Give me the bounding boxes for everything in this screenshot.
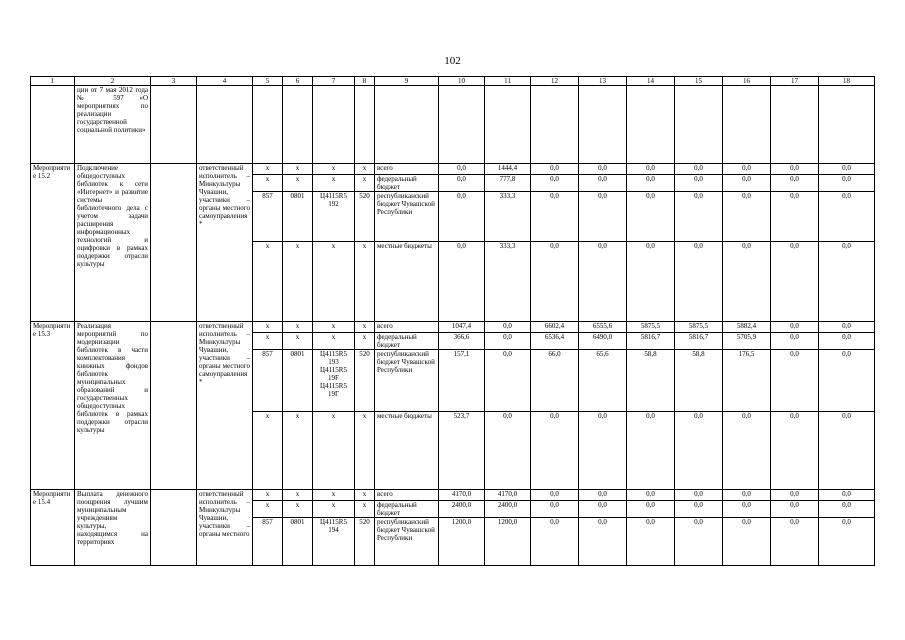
value-cell: 0,0 [439,192,485,242]
value-cell: 0,0 [723,164,771,175]
value-cell: 4170,0 [439,490,485,501]
value-cell: 333,3 [485,242,531,322]
funding-source: всего [375,322,439,333]
value-cell: 0,0 [819,333,875,350]
funding-source: федеральный бюджет [375,501,439,518]
value-cell: 0,0 [579,490,627,501]
value-cell: 0,0 [723,412,771,490]
value-cell: 0,0 [675,490,723,501]
code-cell: x [283,333,313,350]
measure-name: Реализация мероприятий по модернизации библиотек в части комплектования книжных фондов библиотек муниципальных образований и государственных общедоступных библиотек в рамках поддержки отрасли культуры [75,322,151,490]
code-cell: x [313,412,355,490]
column-number: 12 [531,77,579,86]
table-row [31,490,875,501]
code-cell: x [355,333,375,350]
value-cell: 0,0 [531,518,579,566]
measure-executor: ответственный исполнитель – Минкультуры Чувашии, участники – органы местного [197,490,253,566]
value-cell: 0,0 [531,175,579,192]
code-cell: x [253,322,283,333]
value-cell: 777,8 [485,175,531,192]
value-cell: 0,0 [531,192,579,242]
value-cell: 65,6 [579,350,627,412]
funding-source: всего [375,490,439,501]
funding-source: республиканский бюджет Чувашской Республики [375,518,439,566]
code-cell: x [355,501,375,518]
funding-source: всего [375,164,439,175]
value-cell: 0,0 [675,242,723,322]
value-cell: 0,0 [485,333,531,350]
value-cell: 0,0 [675,518,723,566]
table-row [31,164,875,175]
column-number: 5 [253,77,283,86]
value-cell: 0,0 [531,501,579,518]
code-cell: x [355,412,375,490]
value-cell: 6536,4 [531,333,579,350]
value-cell: 5882,4 [723,322,771,333]
funding-source: федеральный бюджет [375,175,439,192]
value-cell: 0,0 [819,322,875,333]
value-cell: 0,0 [723,501,771,518]
column-number: 13 [579,77,627,86]
measure-executor: ответственный исполнитель – Минкультуры Чувашии, участники – органы местного самоуправления* [197,322,253,490]
column-number: 8 [355,77,375,86]
code-cell: x [253,164,283,175]
code-cell: x [313,175,355,192]
code-cell: 0801 [283,350,313,412]
table-body [31,77,875,566]
column-number: 9 [375,77,439,86]
value-cell: 6602,4 [531,322,579,333]
value-cell: 0,0 [627,192,675,242]
value-cell: 0,0 [771,333,819,350]
value-cell: 0,0 [771,518,819,566]
value-cell: 0,0 [439,242,485,322]
value-cell: 0,0 [675,501,723,518]
code-cell: x [313,242,355,322]
value-cell: 0,0 [819,242,875,322]
value-cell: 0,0 [485,412,531,490]
code-cell: x [253,412,283,490]
value-cell: 157,1 [439,350,485,412]
value-cell: 0,0 [579,192,627,242]
column-number: 15 [675,77,723,86]
measure-name: Выплата денежного поощрения лучшим муниципальным учреждениям культуры, находящимся на территориях [75,490,151,566]
code-cell: 520 [355,192,375,242]
value-cell: 0,0 [819,175,875,192]
column-number: 18 [819,77,875,86]
funding-source: республиканский бюджет Чувашской Республики [375,192,439,242]
value-cell: 2400,0 [439,501,485,518]
value-cell: 1200,0 [485,518,531,566]
empty-cell [151,322,197,490]
value-cell: 6555,6 [579,322,627,333]
value-cell: 5816,7 [675,333,723,350]
value-cell: 0,0 [771,350,819,412]
value-cell: 0,0 [771,164,819,175]
table-row [31,322,875,333]
value-cell: 5875,5 [627,322,675,333]
code-cell: x [253,333,283,350]
funding-source: республиканский бюджет Чувашской Республики [375,350,439,412]
value-cell: 0,0 [579,164,627,175]
value-cell: 0,0 [485,350,531,412]
code-cell: x [283,501,313,518]
value-cell: 58,8 [627,350,675,412]
value-cell: 4170,0 [485,490,531,501]
code-cell: x [355,175,375,192]
empty-cell [151,164,197,322]
value-cell: 5705,9 [723,333,771,350]
value-cell: 0,0 [819,518,875,566]
value-cell: 6490,0 [579,333,627,350]
value-cell: 0,0 [723,192,771,242]
code-cell: Ц4115R5 193 Ц4115R5 19F Ц4115R5 19Г [313,350,355,412]
code-cell: x [313,164,355,175]
column-number: 17 [771,77,819,86]
value-cell: 0,0 [627,242,675,322]
value-cell: 0,0 [531,490,579,501]
column-number: 10 [439,77,485,86]
value-cell: 0,0 [771,322,819,333]
code-cell: x [313,501,355,518]
value-cell: 66,0 [531,350,579,412]
value-cell: 0,0 [771,501,819,518]
value-cell: 1047,4 [439,322,485,333]
value-cell: 1200,0 [439,518,485,566]
empty-cell [151,490,197,566]
value-cell: 0,0 [579,175,627,192]
value-cell: 0,0 [819,192,875,242]
value-cell: 0,0 [439,175,485,192]
measure-label: Мероприятие 15.3 [31,322,75,490]
value-cell: 0,0 [819,164,875,175]
code-cell: 857 [253,350,283,412]
funding-source: федеральный бюджет [375,333,439,350]
column-number: 4 [197,77,253,86]
measure-name: Подключение общедоступных библиотек к сети «Интернет» и развитие системы библиотечного дела с учетом задачи расширения информационных технологий и оцифровки в рамках поддержки отрасли культуры [75,164,151,322]
value-cell: 0,0 [579,412,627,490]
value-cell: 0,0 [627,164,675,175]
code-cell: 0801 [283,518,313,566]
continuation-row [31,86,875,164]
value-cell: 523,7 [439,412,485,490]
value-cell: 0,0 [531,164,579,175]
value-cell: 0,0 [579,242,627,322]
value-cell: 5816,7 [627,333,675,350]
column-number: 11 [485,77,531,86]
column-number: 2 [75,77,151,86]
value-cell: 0,0 [627,518,675,566]
code-cell: x [355,242,375,322]
column-number: 6 [283,77,313,86]
budget-table [30,76,875,566]
value-cell: 0,0 [485,322,531,333]
code-cell: x [253,490,283,501]
code-cell: x [313,490,355,501]
value-cell: 1444,4 [485,164,531,175]
value-cell: 0,0 [819,412,875,490]
value-cell: 0,0 [627,175,675,192]
value-cell: 2400,0 [485,501,531,518]
code-cell: 520 [355,350,375,412]
code-cell: x [283,412,313,490]
value-cell: 0,0 [723,518,771,566]
value-cell: 0,0 [579,518,627,566]
code-cell: x [355,490,375,501]
column-number-row [31,77,875,86]
code-cell: x [283,490,313,501]
measure-executor: ответственный исполнитель – Минкультуры Чувашии, участники – органы местного самоуправления* [197,164,253,322]
value-cell: 0,0 [819,501,875,518]
value-cell: 0,0 [627,490,675,501]
column-number: 16 [723,77,771,86]
value-cell: 0,0 [675,412,723,490]
value-cell: 58,8 [675,350,723,412]
code-cell: x [253,501,283,518]
value-cell: 0,0 [439,164,485,175]
value-cell: 0,0 [675,175,723,192]
code-cell: x [283,164,313,175]
continuation-text: ции от 7 мая 2012 года № 597 «О мероприятиях по реализации государственной социальной политики» [75,86,151,164]
value-cell: 333,3 [485,192,531,242]
value-cell: 0,0 [579,501,627,518]
value-cell: 0,0 [771,242,819,322]
code-cell: x [313,333,355,350]
value-cell: 0,0 [723,242,771,322]
measure-label: Мероприятие 15.2 [31,164,75,322]
code-cell: x [253,175,283,192]
code-cell: x [283,242,313,322]
value-cell: 0,0 [819,350,875,412]
code-cell: 857 [253,192,283,242]
value-cell: 0,0 [627,412,675,490]
code-cell: x [355,322,375,333]
code-cell: x [313,322,355,333]
code-cell: Ц4115R5 192 [313,192,355,242]
value-cell: 0,0 [723,175,771,192]
measure-label: Мероприятие 15.4 [31,490,75,566]
code-cell: x [283,175,313,192]
column-number: 1 [31,77,75,86]
value-cell: 0,0 [531,412,579,490]
page-number: 102 [444,55,461,67]
value-cell: 176,5 [723,350,771,412]
value-cell: 0,0 [723,490,771,501]
column-number: 14 [627,77,675,86]
column-number: 7 [313,77,355,86]
funding-source: местные бюджеты [375,242,439,322]
code-cell: x [283,322,313,333]
code-cell: Ц4115R5 194 [313,518,355,566]
code-cell: x [253,242,283,322]
value-cell: 0,0 [627,501,675,518]
value-cell: 0,0 [675,192,723,242]
code-cell: 857 [253,518,283,566]
value-cell: 0,0 [771,192,819,242]
value-cell: 0,0 [771,412,819,490]
value-cell: 0,0 [675,164,723,175]
value-cell: 366,6 [439,333,485,350]
code-cell: 520 [355,518,375,566]
funding-source: местные бюджеты [375,412,439,490]
value-cell: 0,0 [819,490,875,501]
column-number: 3 [151,77,197,86]
value-cell: 5875,5 [675,322,723,333]
code-cell: x [355,164,375,175]
value-cell: 0,0 [531,242,579,322]
value-cell: 0,0 [771,490,819,501]
value-cell: 0,0 [771,175,819,192]
code-cell: 0801 [283,192,313,242]
